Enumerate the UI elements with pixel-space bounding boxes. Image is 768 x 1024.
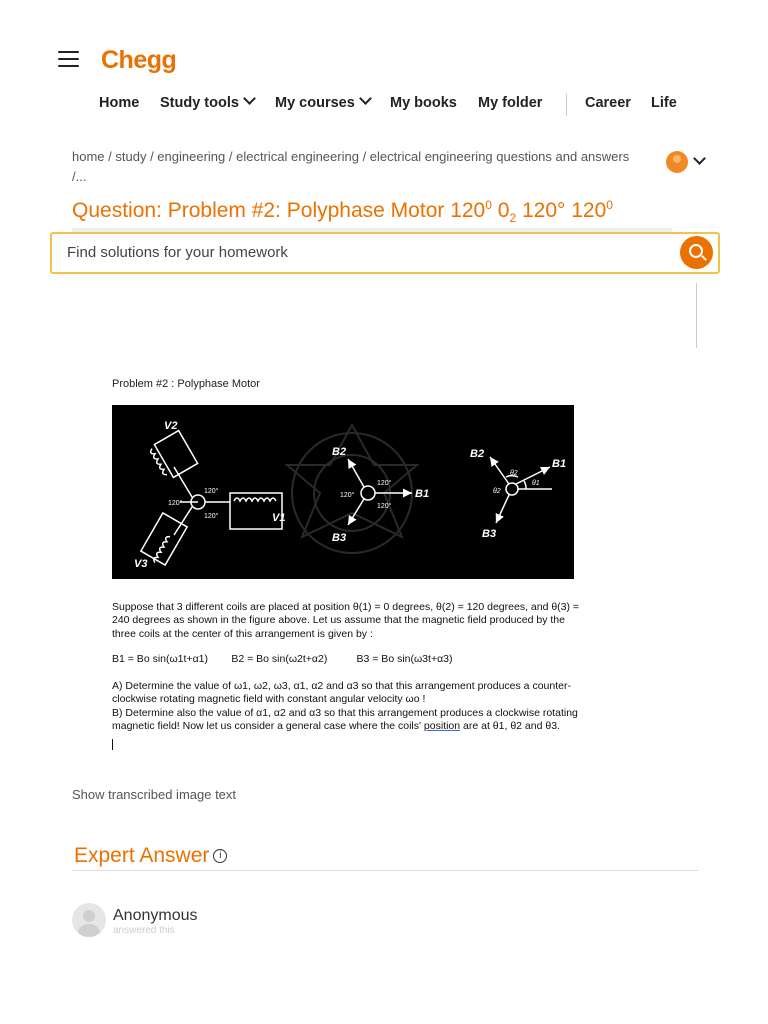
theta-label: θ1 xyxy=(532,480,540,487)
menu-icon[interactable] xyxy=(58,51,79,68)
nav-my-books[interactable]: My books xyxy=(390,95,457,111)
label-v1: V1 xyxy=(272,512,286,524)
label-v3: V3 xyxy=(134,558,148,570)
label-b3: B3 xyxy=(332,532,347,544)
search-input[interactable] xyxy=(65,243,669,262)
user-avatar[interactable] xyxy=(666,151,688,173)
nav-life[interactable]: Life xyxy=(651,95,677,111)
page-title: Question: Problem #2: Polyphase Motor $120^0$ $0_2$ 120° $120^0$ xyxy=(72,198,613,226)
info-icon[interactable]: i xyxy=(213,849,227,863)
watermark-seal xyxy=(287,425,417,553)
chevron-down-icon xyxy=(243,92,256,105)
label-b1: B1 xyxy=(415,488,430,500)
theta-label: θ2 xyxy=(510,470,518,477)
answerer-subtitle: answered this xyxy=(113,925,175,936)
avatar xyxy=(72,903,106,937)
label-b1: B1 xyxy=(552,458,567,470)
label-v2: V2 xyxy=(164,420,178,432)
nav-study-tools[interactable]: Study tools xyxy=(160,95,254,111)
angle-label: 120° xyxy=(377,503,392,510)
problem-figure xyxy=(112,405,574,579)
show-transcribed-text-link[interactable]: Show transcribed image text xyxy=(72,787,237,802)
answerer-name: Anonymous xyxy=(113,907,198,924)
label-b2: B2 xyxy=(470,448,485,460)
breadcrumb-ellipsis: ... xyxy=(75,169,87,184)
breadcrumb-study[interactable]: study xyxy=(115,149,147,164)
problem-paragraph: Suppose that 3 different coils are placed at position θ(1) = 0 degrees, θ(2) = 120 degrees, and θ(3) = 240 degrees as shown in the figure above. Let us assume that the magnetic field produced by the three coils at the center of this arrangement is given by : xyxy=(112,601,580,640)
scrollbar[interactable] xyxy=(696,283,697,348)
breadcrumb-electrical-engineering[interactable]: electrical engineering xyxy=(236,149,359,164)
angle-label: 120° xyxy=(340,492,355,499)
equations: B1 = Bo sin(ω1t+α1) B2 = Bo sin(ω2t+α2) B3 = Bo sin(ω3t+α3) xyxy=(112,652,453,665)
text-cursor xyxy=(112,739,113,750)
problem-heading: Problem #2 : Polyphase Motor xyxy=(112,378,260,390)
divider xyxy=(72,870,698,871)
label-b3: B3 xyxy=(482,528,497,540)
part-b: B) Determine also the value of α1, α2 and α3 so that this arrangement produces a clockwise rotating magnetic field! Now let us consider a general case where the coils' position are at θ1, θ2 and θ3. xyxy=(112,706,578,733)
polyphase-motor-diagram xyxy=(112,405,574,579)
nav-divider xyxy=(566,94,567,116)
theta-label: θ2 xyxy=(493,488,501,495)
angle-label: 120° xyxy=(168,500,183,507)
breadcrumb-ee-questions[interactable]: electrical engineering questions and answers xyxy=(369,149,630,164)
breadcrumb-home[interactable]: home xyxy=(72,149,105,164)
angle-label: 120° xyxy=(377,480,392,487)
chevron-down-icon xyxy=(359,92,372,105)
nav-my-folder[interactable]: My folder xyxy=(478,95,543,111)
problem-text xyxy=(112,601,582,750)
chegg-logo[interactable]: Chegg xyxy=(101,46,177,74)
breadcrumb: home / study / engineering / electrical engineering / electrical engineering questions and answers /... xyxy=(72,149,630,184)
main-nav xyxy=(0,95,768,115)
chevron-down-icon[interactable] xyxy=(693,152,706,165)
label-b2: B2 xyxy=(332,446,347,458)
expert-answer-heading: Expert Answer i xyxy=(74,844,227,868)
breadcrumb-engineering[interactable]: engineering xyxy=(157,149,226,164)
search-icon[interactable] xyxy=(680,236,713,269)
question-content xyxy=(112,378,582,750)
nav-my-courses[interactable]: My courses xyxy=(275,95,370,111)
angle-label: 120° xyxy=(204,488,219,495)
nav-career[interactable]: Career xyxy=(585,95,631,111)
search-bar xyxy=(50,232,720,274)
nav-home[interactable]: Home xyxy=(99,95,140,111)
angle-label: 120° xyxy=(204,513,219,520)
part-a: A) Determine the value of ω1, ω2, ω3, α1, α2 and α3 so that this arrangement produces a counter-clockwise rotating magnetic field with constant angular velocity ωo ! xyxy=(112,680,571,706)
